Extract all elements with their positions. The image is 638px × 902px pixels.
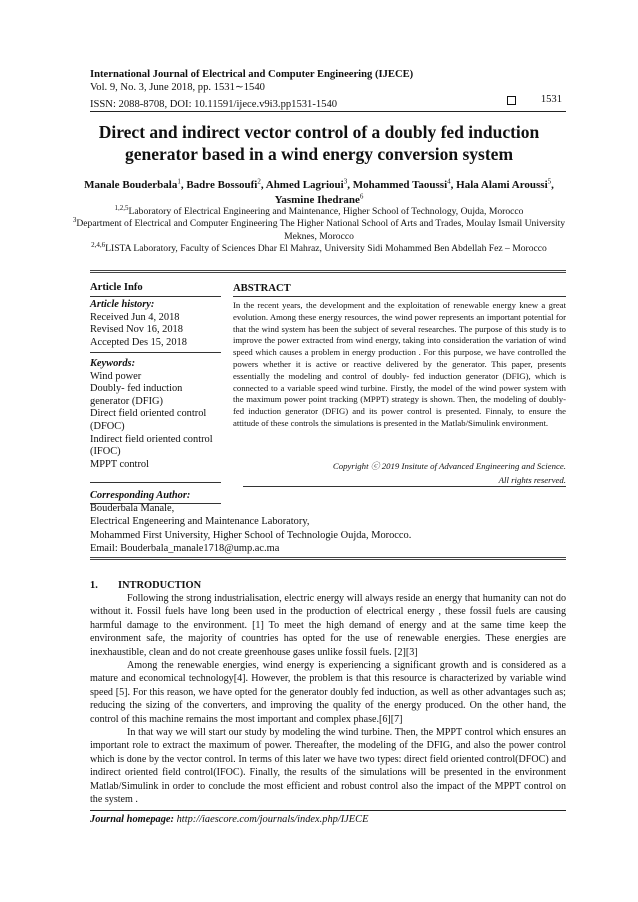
accepted-date: Accepted Des 15, 2018	[90, 336, 187, 348]
homepage-link[interactable]: http://iaescore.com/journals/index.php/IJECE	[176, 814, 369, 825]
paragraph: In that way we will start our study by modeling the wind turbine. Then, the MPPT control which ensures an important role to extract the maximum of power. Thereafter, the modeling of the DFIG, and also the power control which is done by the vector control. In terms of this later we have two types: direct field oriented control(DFOC) and indirect oriented field control(IFOC). Finally, the results of the simulations will be presented in the environment Matlab/Simulink in order to conclude the most efficient and robust control also the impact of the MPPT control on the system .	[90, 727, 566, 806]
corresponding-author	[90, 489, 566, 555]
abstract-heading: ABSTRACT	[233, 283, 291, 294]
keywords-heading: Keywords:	[90, 358, 136, 369]
info-rule	[90, 296, 221, 297]
square-icon	[507, 96, 516, 105]
author-lab: Electrical Engeneering and Maintenance Laboratory,	[90, 516, 310, 528]
copyright-line-1: Copyright ⓒ 2019 Insitute of Advanced Engineering and Science.	[332, 461, 566, 471]
info-rule	[90, 352, 221, 353]
volume-info: Vol. 9, No. 3, June 2018, pp. 1531∼1540	[90, 82, 265, 93]
article-info-heading: Article Info	[90, 282, 143, 293]
received-date: Received Jun 4, 2018	[90, 311, 180, 323]
abstract-rule	[233, 296, 566, 297]
author-name: Bouderbala Manale,	[90, 503, 175, 515]
affiliations	[60, 203, 578, 256]
section-heading: 1. INTRODUCTION	[90, 580, 202, 591]
author: Ahmed Lagrioui$^3$,	[265, 177, 353, 191]
revised-date: Revised Nov 16, 2018	[90, 324, 183, 336]
abstract	[233, 282, 566, 430]
section-double-rule	[90, 557, 566, 560]
author-email: Email: Bouderbala_manale1718@ump.ac.ma	[90, 542, 280, 554]
paragraph: Following the strong industrialisation, electric energy will always reside an energy that humanity can not do without it. Fossil fuels have long been used in the production of electrical energy , these fossil fuels are causing harmful damage to the environment. [1] To meet the high demand of energy and at the same time keep the environment safe, the majority of countries has opted for the use of renewable energies. These energies are inexhaustible, clean and do not create greenhouse gases unlike fossil fuels. [2][3]	[90, 593, 566, 658]
header-rule	[90, 111, 566, 112]
affiliation: $^{2,4,6}$LISTA Laboratory, Faculty of Sciences Dhar El Mahraz, University Sidi Mohammed Ben Abdellah Fez – Morocco	[91, 241, 547, 255]
affiliation: $^{1,2,5}$Laboratory of Electrical Engineering and Maintenance, Higher School of Technology, Oujda, Morocco	[114, 203, 524, 217]
page-number: 1531	[540, 94, 562, 105]
corr-rule	[90, 503, 221, 504]
author-university: Mohammed First University, Higher School of Technologie Oujda, Morocco.	[90, 529, 412, 541]
author: Badre Bossoufi$^2$,	[186, 177, 266, 191]
journal-name: International Journal of Electrical and Computer Engineering (IJECE)	[90, 69, 414, 80]
copyright-line-2: All rights reserved.	[498, 475, 566, 485]
paper-title	[60, 121, 578, 165]
keyword: Wind power	[90, 370, 142, 382]
journal-homepage: Journal homepage: http://iaescore.com/journals/index.php/IJECE	[90, 814, 369, 825]
abstract-bottom-rule	[243, 486, 566, 487]
footer-rule	[90, 810, 566, 811]
affiliation: $^3$Department of Electrical and Computer Engineering The Higher National School of Arts and Trades, Moulay Ismail University Meknes, Morocco	[72, 216, 566, 242]
paragraph: Among the renewable energies, wind energy is experiencing a significant growth and is considered as a mature and economical technology[4]. However, the problem is that this resource is characterized by variable wind speed [5]. For this reason, we have opted for the generator doubly fed induction, as well as other advantages such as; reducing the sizing of the converters, and improving the quality of the energy produced. On the other hand, the control of this machine remains the most important and complex phase.[6][7]	[90, 660, 566, 725]
info-rule	[90, 482, 221, 483]
keyword: Indirect field oriented control (IFOC)	[90, 433, 213, 458]
copyright	[233, 459, 566, 487]
abstract-text: In the recent years, the development and the exploitation of renewable energy knew a great evolution. Among these energy resources, the wind power represents an important potential for that the wind system has been the subject of several researches. The purpose of this study is to improve the power extracted from wind energy, taking into consideration the variation of wind speed which causes a problem in energy production . For this purpose, we have controlled the powers whether it is active or reactive delivered by the generator. This paper, presents essentially the modeling and control of doubly- fed induction generator (DFIG), which is connected to a variable speed wind turbine. Firstly, the model of the wind power system with the maximum power point tracking (MPPT) strategy is shown. Then, the modeling of doubly- fed induction generator (DFIG) and its power control is presented. Finnaly, to ensure the attitude of these controls the simulations is presented in the Matlab/Simulink environment.	[233, 300, 566, 428]
author: Mohammed Taoussi$^4$,	[352, 177, 457, 191]
author: Hala Alami Aroussi$^5$,	[456, 177, 554, 191]
history-heading: Article history:	[90, 299, 155, 310]
keyword: Doubly- fed induction generator (DFIG)	[90, 383, 183, 407]
keyword: MPPT control	[90, 458, 149, 470]
corresponding-heading: Corresponding Author:	[90, 490, 191, 501]
author-list	[60, 178, 578, 208]
title-line-1: Direct and indirect vector control of a doubly fed induction	[98, 122, 540, 142]
introduction-body	[90, 592, 566, 807]
author: Manale Bouderbala$^1$,	[84, 177, 187, 191]
running-header	[90, 68, 566, 110]
issn-doi: ISSN: 2088-8708, DOI: 10.11591/ijece.v9i3.pp1531-1540	[90, 99, 338, 110]
title-line-2: generator based in a wind energy conversion system	[124, 144, 514, 164]
section-double-rule	[90, 270, 566, 273]
author: Yasmine Ihedrane$^6$	[274, 192, 364, 206]
keyword: Direct field oriented control (DFOC)	[90, 408, 207, 432]
